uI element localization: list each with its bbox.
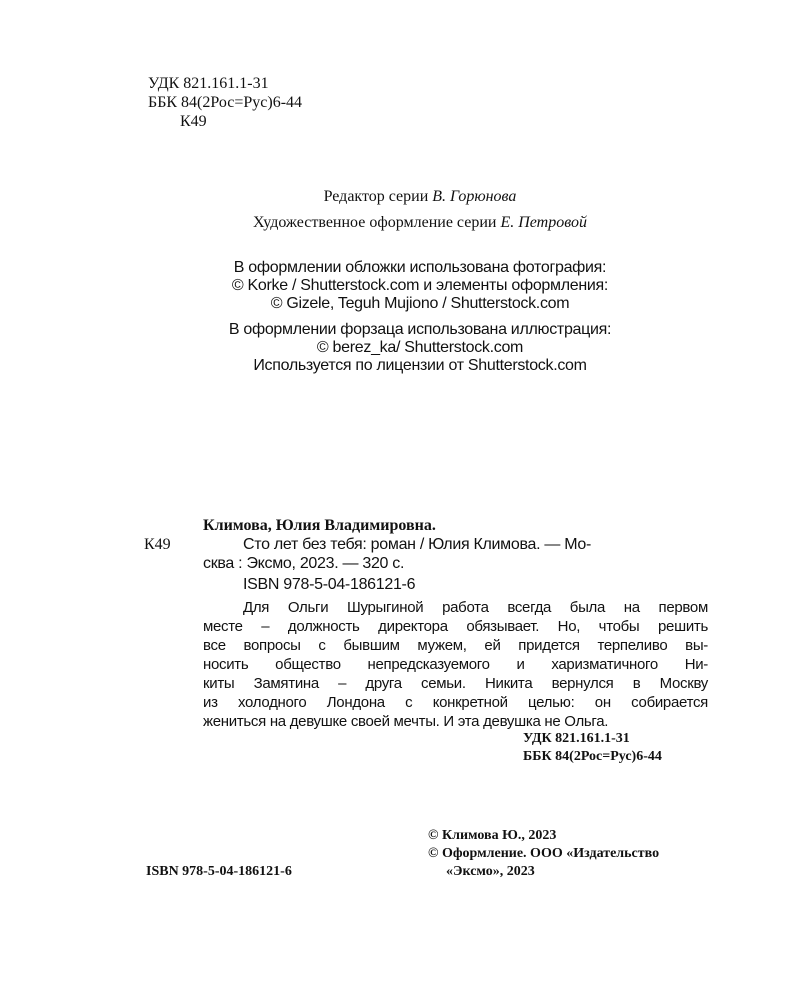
catalog-author-heading: Климова, Юлия Владимировна. — [203, 517, 436, 534]
copyright-design-line-1: © Оформление. ООО «Издательство — [428, 846, 660, 861]
catalog-isbn: ISBN 978-5-04-186121-6 — [243, 576, 416, 593]
bbk-top: ББК 84(2Рос=Рус)6-44 — [148, 94, 303, 111]
endpaper-credit-line-1: В оформлении форзаца использована иллюстрация: — [228, 321, 612, 338]
cover-credit-line-2: © Korke / Shutterstock.com и элементы оформления: — [231, 277, 609, 294]
udk-top: УДК 821.161.1-31 — [148, 75, 269, 92]
author-mark-top: К49 — [180, 113, 207, 130]
annotation-line: жениться на девушке своей мечты. И эта девушка не Ольга. — [203, 713, 609, 730]
annotation-line: киты Замятина – друга семьи. Никита вернулся в Москву — [203, 675, 708, 692]
endpaper-credit-line-2: © berez_ka/ Shutterstock.com — [316, 339, 524, 356]
catalog-annotation — [203, 598, 708, 731]
cover-credit-line-3: © Gizele, Teguh Mujiono / Shutterstock.com — [270, 295, 570, 312]
copyright-design-line-2: «Эксмо», 2023 — [446, 864, 535, 879]
cover-credit-line-1: В оформлении обложки использована фотография: — [233, 259, 607, 276]
annotation-line: месте – должность директора обязывает. Но, чтобы решить — [203, 618, 708, 635]
annotation-line: все вопросы с бывшим мужем, ей придется терпеливо вы- — [203, 637, 708, 654]
annotation-line: из холодного Лондона с конкретной целью: он собирается — [203, 694, 708, 711]
catalog-bibliographic-line-2: сква : Эксмо, 2023. — 320 с. — [203, 555, 405, 572]
catalog-bbk: ББК 84(2Рос=Рус)6-44 — [523, 749, 662, 764]
series-editor-label: Редактор серии — [323, 188, 429, 205]
catalog-udk: УДК 821.161.1-31 — [523, 731, 630, 746]
footer-isbn: ISBN 978-5-04-186121-6 — [146, 864, 292, 879]
annotation-line: Для Ольги Шурыгиной работа всегда была на первом — [243, 599, 708, 616]
annotation-line: носить общество непредсказуемого и харизматичного Ни- — [203, 656, 708, 673]
copyright-author: © Климова Ю., 2023 — [428, 828, 557, 843]
series-design-name: Е. Петровой — [500, 214, 587, 231]
catalog-author-mark: К49 — [144, 536, 171, 553]
series-editor-line — [0, 187, 800, 207]
series-design-label: Художественное оформление серии — [253, 214, 497, 231]
series-design-line — [0, 213, 800, 233]
catalog-bibliographic-line-1: Сто лет без тебя: роман / Юлия Климова. — Мо- — [243, 536, 592, 553]
series-editor-name: В. Горюнова — [432, 188, 517, 205]
endpaper-credit-line-3: Используется по лицензии от Shutterstock.com — [253, 357, 587, 374]
